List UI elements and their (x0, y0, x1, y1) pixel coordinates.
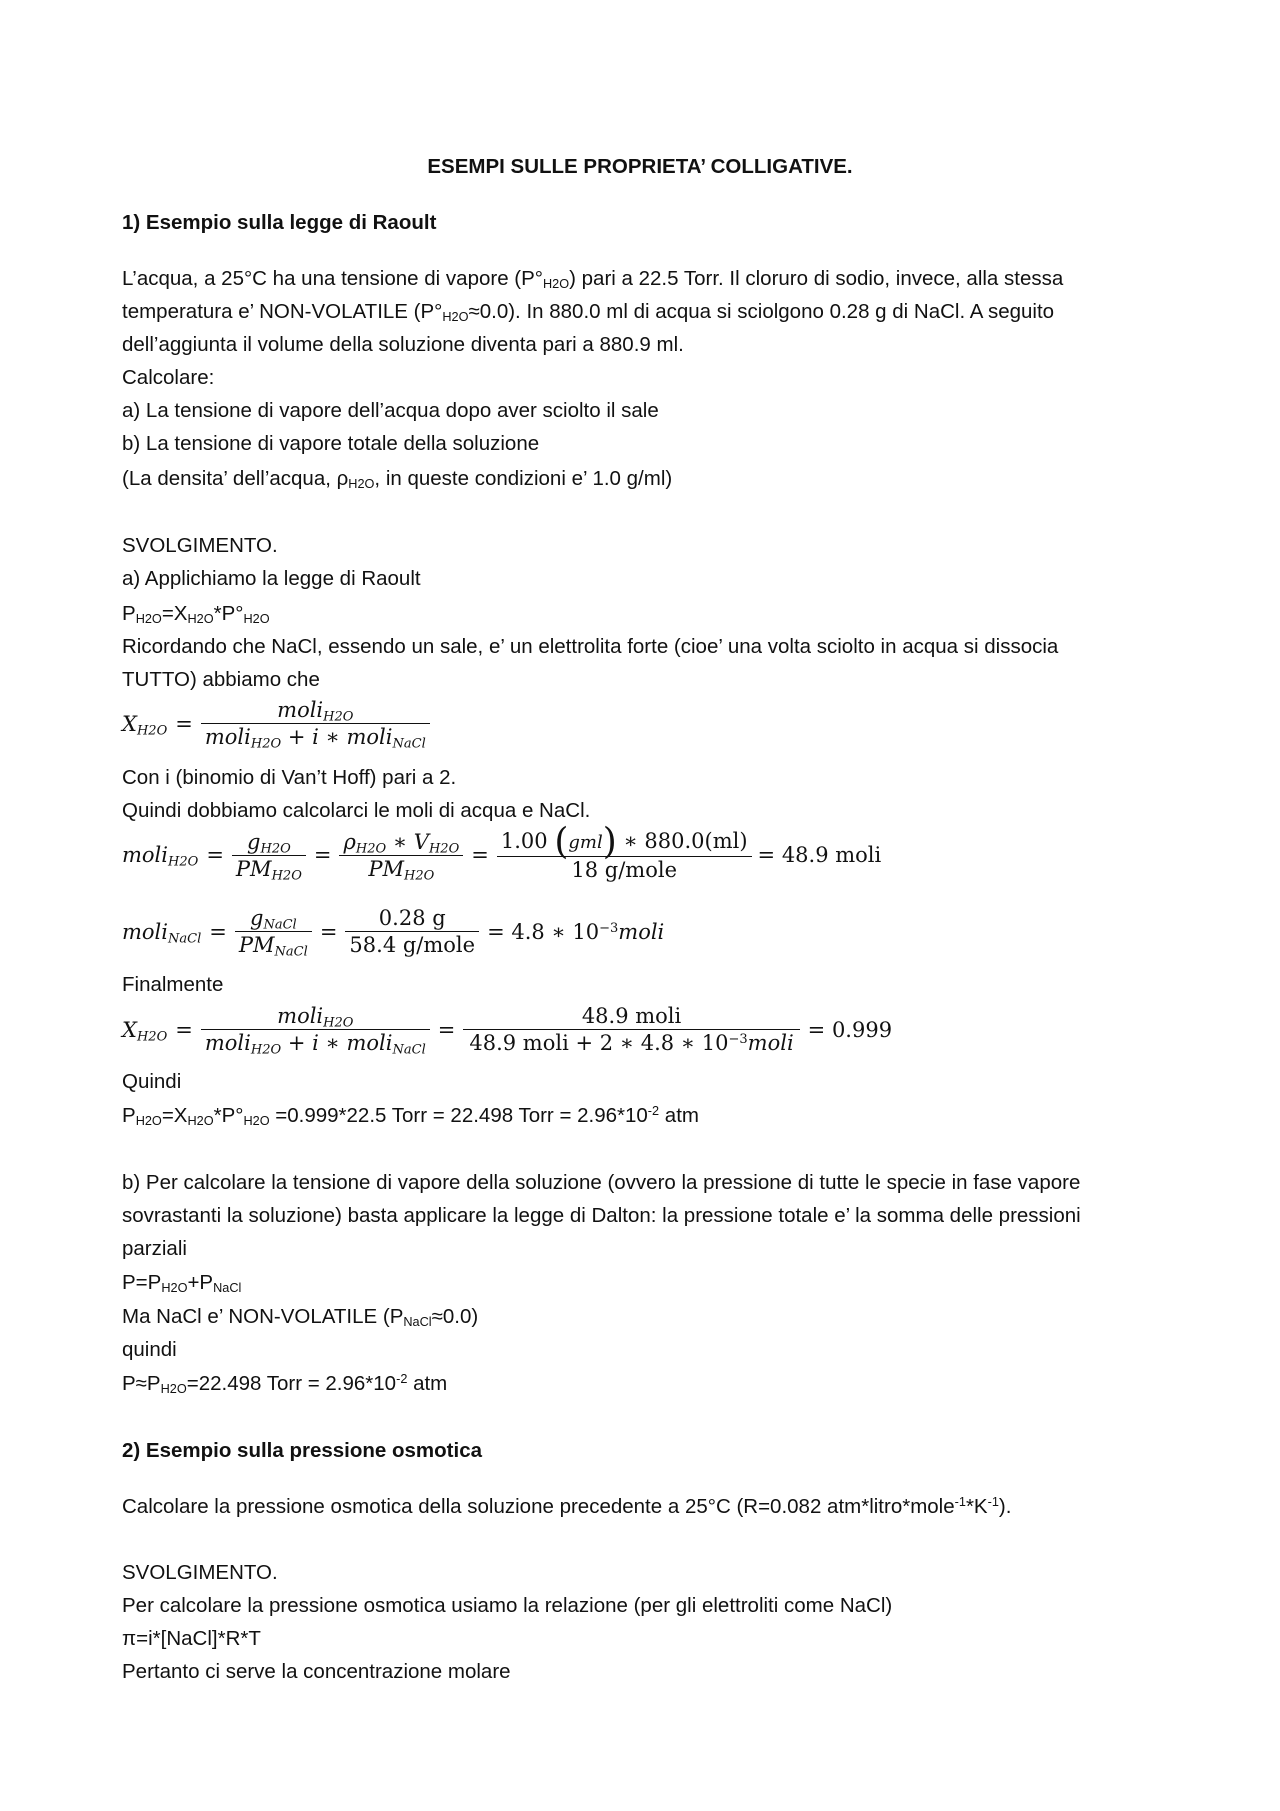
question-a: a) La tensione di vapore dell’acqua dopo aver sciolto il sale (122, 399, 659, 422)
osmotic-formula: π=i*[NaCl]*R*T (122, 1627, 261, 1650)
pressure-result-a: $P_{H2O}=X_{H2O}*P^\circ_{H2O} =0.999*22.5$ Torr = 22.498 Torr = $2.96*10^{-2}$ atm (122, 1103, 699, 1129)
question-b: b) La tensione di vapore totale della soluzione (122, 432, 540, 455)
svolgimento-label-1: SVOLGIMENTO. (122, 534, 278, 557)
osmotic-relation-note: Per calcolare la pressione osmotica usiamo la relazione (per gli elettroliti come NaCl) (122, 1594, 893, 1617)
pertanto-note: Pertanto ci serve la concentrazione molare (122, 1660, 511, 1683)
part-b-line-3: parziali (122, 1237, 187, 1260)
part-b-line-2: sovrastanti la soluzione) basta applicare la legge di Dalton: la pressione totale e’ la somma delle pressioni (122, 1204, 1081, 1227)
nonvolatile-note: Ma NaCl e’ NON-VOLATILE $(P_{NaCl}\approx 0.0)$ (122, 1305, 479, 1330)
mole-fraction-equation: $X_{H2O}$ = $\frac{moli_{H2O}}{moli_{H2O} + i ∗ moli_{NaCl}}$ (122, 697, 430, 750)
total-pressure-result: $P\approx P_{H2O}=22.498$ Torr = $2.96*10^{-2}$ atm (122, 1371, 448, 1397)
step-a-label: a) Applichiamo la legge di Raoult (122, 567, 421, 590)
nacl-moles-equation: moli$_{NaCl}$ = $\frac{g_{NaCl}}{PM_{NaCl}}$ = $\frac{0.28 g}{\text{58.4 g/mole}}$ = 4.8 ∗ $10^{-3}moli$ (122, 906, 665, 960)
calcolare-label: Calcolare: (122, 366, 215, 389)
mole-fraction-result-equation: $X_{H2O}$ = $\frac{moli_{H2O}}{moli_{H2O} + i ∗ moli_{NaCl}}$ = $\frac{\text{48.9 moli}}{48.9 moli + 2 ∗ 4.8 ∗ 10^{-3}moli}$ = 0.999 (122, 1004, 893, 1058)
vant-hoff-note: Con i (binomio di Van’t Hoff) pari a 2. (122, 766, 457, 789)
page-title: ESEMPI SULLE PROPRIETA’ COLLIGATIVE. (427, 155, 853, 178)
recall-line-1: Ricordando che NaCl, essendo un sale, e’ un elettrolita forte (cioe’ una volta sciolto in acqua si dissocia (122, 635, 1059, 658)
mole-fraction-fraction: $\frac{moli_{H2O}}{moli_{H2O} + i ∗ moli_{NaCl}}$ (201, 697, 430, 750)
raoult-formula: $P_{H2O}=X_{H2O}*P^\circ_{H2O}$ (122, 602, 270, 627)
problem-line-2: temperatura e’ NON-VOLATILE $(P^\circ_{H2O}\approx 0.0)$. In 880.0 ml di acqua si sciolgono 0.28 g di NaCl. A seguito (122, 300, 1055, 325)
finalmente-label: Finalmente (122, 973, 224, 996)
recall-line-2: TUTTO) abbiamo che (122, 668, 320, 691)
quindi-label-2: quindi (122, 1338, 177, 1361)
water-moles-equation: moli$_{H2O}$ = $\frac{g_{H2O}}{PM_{H2O}}$ = $\frac{\rho_{H2O} ∗ V_{H2O}}{PM_{H2O}}$ = $\frac{\text{1.00 (gml) ∗ 880.0(ml)}}{\text{18 g/mole}}$ = 48.9 moli (122, 821, 882, 883)
osmotic-question: Calcolare la pressione osmotica della soluzione precedente a 25°C (R=0.082 $atm*litro*mole^{-1}*K^{-1}$). (122, 1494, 1012, 1518)
calc-moles-note: Quindi dobbiamo calcolarci le moli di acqua e NaCl. (122, 799, 591, 822)
problem-line-1: L’acqua, a 25°C ha una tensione di vapore $(P^\circ_{H2O})$ pari a 22.5 Torr. Il cloruro di sodio, invece, alla stessa (122, 267, 1064, 292)
dalton-formula: $P=P_{H2O}+P_{NaCl}$ (122, 1271, 242, 1296)
section2-heading: 2) Esempio sulla pressione osmotica (122, 1439, 483, 1462)
problem-line-3: dell’aggiunta il volume della soluzione diventa pari a 880.9 ml. (122, 333, 684, 356)
density-note: (La densita’ dell’acqua, $\rho_{H2O}$, in queste condizioni e’ 1.0 g/ml) (122, 467, 673, 492)
svolgimento-label-2: SVOLGIMENTO. (122, 1561, 278, 1584)
part-b-line-1: b) Per calcolare la tensione di vapore della soluzione (ovvero la pressione di tutte le specie in fase vapore (122, 1171, 1081, 1194)
quindi-label: Quindi (122, 1070, 182, 1093)
section1-heading: 1) Esempio sulla legge di Raoult (122, 211, 437, 234)
